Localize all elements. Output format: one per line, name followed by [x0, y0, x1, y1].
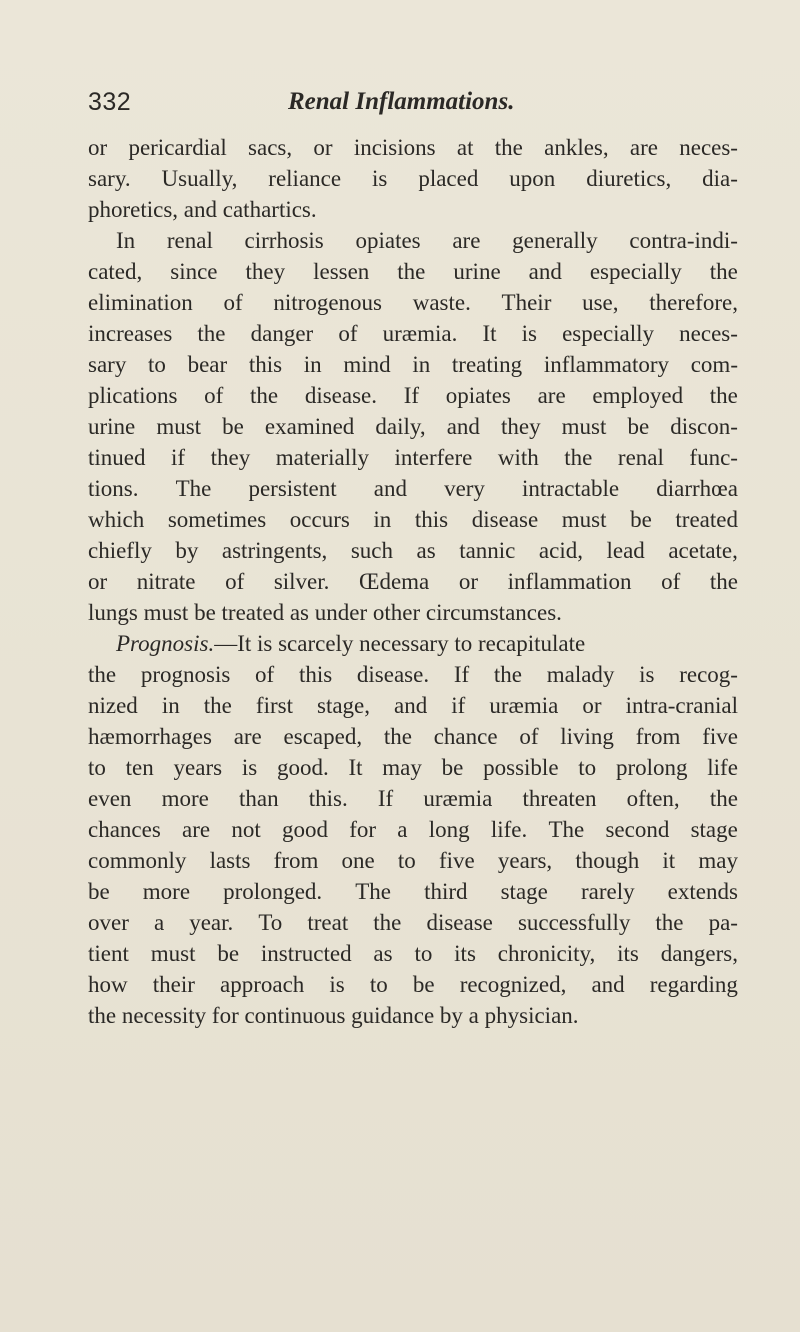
word: they: [245, 259, 286, 284]
word: as: [416, 538, 436, 563]
prognosis-line: [88, 628, 738, 659]
word: the: [564, 445, 593, 470]
word: this: [414, 507, 449, 532]
word: in: [161, 693, 180, 718]
word: be: [222, 414, 244, 439]
word: stage,: [317, 693, 371, 718]
word: five: [438, 848, 475, 873]
text-line: [88, 535, 738, 566]
word: opiates: [355, 228, 421, 253]
word: daily,: [375, 414, 426, 439]
word: disease.: [304, 383, 377, 408]
word: recognized,: [459, 972, 567, 997]
word: even: [88, 786, 132, 811]
running-head: [88, 88, 738, 122]
word: tannic: [459, 538, 516, 563]
word: to: [148, 352, 166, 377]
text-line: [88, 132, 738, 163]
word: escaped,: [283, 724, 363, 749]
word: and: [591, 972, 625, 997]
word: at: [456, 135, 474, 160]
word: rarely: [580, 879, 635, 904]
word: com-: [690, 352, 738, 377]
word: must: [150, 941, 196, 966]
word: treat: [307, 910, 349, 935]
word: this.: [308, 786, 348, 811]
word: or: [458, 569, 479, 594]
text-line: [88, 318, 738, 349]
word: be: [441, 755, 464, 780]
text-line: [88, 721, 738, 752]
word: such: [350, 538, 393, 563]
word: If: [453, 662, 470, 687]
text-line: [88, 845, 738, 876]
word: discon-: [670, 414, 738, 439]
word: Œdema: [359, 569, 430, 594]
word: are: [182, 817, 211, 842]
word: of: [519, 724, 539, 749]
text-line: [88, 380, 738, 411]
word: pa-: [708, 910, 738, 935]
word: pericardial: [128, 135, 227, 160]
word: dia-: [702, 166, 738, 191]
word: long: [428, 817, 470, 842]
word: generally: [512, 228, 598, 253]
word: the: [383, 724, 412, 749]
word: incisions: [353, 135, 436, 160]
word: To: [258, 910, 283, 935]
word: uræmia: [423, 786, 493, 811]
word: ankles,: [544, 135, 609, 160]
word: cated,: [88, 259, 143, 284]
word: to: [369, 972, 388, 997]
word: cirrhosis: [244, 228, 324, 253]
word: five: [702, 724, 738, 749]
word: materially: [275, 445, 369, 470]
text-line: [88, 411, 738, 442]
word: the: [655, 910, 684, 935]
word: nized: [88, 693, 138, 718]
body-text: [88, 132, 738, 1031]
word: be: [88, 879, 110, 904]
word: of: [204, 383, 224, 408]
word: or: [88, 569, 108, 594]
word: especially: [562, 321, 655, 346]
word: this: [248, 352, 283, 377]
word: urine: [88, 414, 136, 439]
word: a: [153, 910, 165, 935]
text-line: lungs must be treated as under other circumstances.: [88, 600, 562, 625]
word: examined: [264, 414, 355, 439]
word: recog-: [679, 662, 738, 687]
word: regarding: [649, 972, 738, 997]
word: elimination: [88, 290, 193, 315]
word: year.: [189, 910, 234, 935]
word: from: [273, 848, 319, 873]
word: to: [88, 755, 106, 780]
word: plications: [88, 383, 178, 408]
text-line: [88, 659, 738, 690]
word: are: [629, 135, 658, 160]
word: be: [630, 507, 652, 532]
word: their: [152, 972, 195, 997]
text-line: the necessity for continuous guidance by a physician.: [88, 1003, 579, 1028]
word: of: [661, 569, 681, 594]
word: astringents,: [221, 538, 328, 563]
text-line: [88, 163, 738, 194]
word: silver.: [273, 569, 330, 594]
word: and: [528, 259, 562, 284]
word: diuretics,: [586, 166, 672, 191]
word: prognosis: [140, 662, 231, 687]
word: life.: [490, 817, 528, 842]
word: lasts: [209, 848, 251, 873]
word: the: [397, 259, 426, 284]
word: a: [397, 817, 408, 842]
word: in: [303, 352, 322, 377]
word: for: [349, 817, 377, 842]
word: stage: [500, 879, 548, 904]
word: The: [175, 476, 212, 501]
text-line: phoretics, and cathartics.: [88, 197, 317, 222]
word: tient: [88, 941, 129, 966]
word: contra-indi-: [629, 228, 738, 253]
word: interfere: [394, 445, 473, 470]
word: inflammation: [507, 569, 632, 594]
text-line: [88, 938, 738, 969]
word: the: [250, 383, 279, 408]
word: be: [627, 414, 650, 439]
word: It: [348, 755, 363, 780]
text-line: [88, 256, 738, 287]
word: uræmia.: [382, 321, 458, 346]
word: sary: [88, 352, 127, 377]
text-line: [88, 876, 738, 907]
word: are: [452, 228, 481, 253]
word: The: [355, 879, 391, 904]
word: Their: [501, 290, 552, 315]
word: or: [582, 693, 602, 718]
word: sacs,: [248, 135, 293, 160]
word: and: [394, 693, 428, 718]
word: commonly: [88, 848, 187, 873]
word: extends: [667, 879, 738, 904]
running-title: Renal Inflammations.: [288, 88, 515, 115]
word: years: [173, 755, 223, 780]
word: ten: [125, 755, 154, 780]
word: over: [88, 910, 129, 935]
word: how: [88, 972, 128, 997]
word: especially: [589, 259, 682, 284]
word: dangers,: [660, 941, 738, 966]
word: the: [493, 662, 522, 687]
word: to: [578, 755, 597, 780]
word: tions.: [88, 476, 139, 501]
word: by: [175, 538, 199, 563]
word: treating: [451, 352, 523, 377]
word: must: [561, 414, 607, 439]
word: It: [482, 321, 497, 346]
word: they: [210, 445, 251, 470]
word: which: [88, 507, 145, 532]
word: second: [605, 817, 670, 842]
word: is: [521, 321, 537, 346]
word: successfully: [517, 910, 631, 935]
word: of: [223, 290, 243, 315]
word: prolong: [615, 755, 688, 780]
word: acetate,: [668, 538, 738, 563]
text-line: [88, 907, 738, 938]
text-line: [88, 969, 738, 1000]
word: is: [372, 166, 388, 191]
word: the: [203, 693, 232, 718]
word: the: [709, 786, 738, 811]
word: opiates: [445, 383, 511, 408]
word: of: [338, 321, 358, 346]
word: threaten: [522, 786, 597, 811]
word: must: [561, 507, 607, 532]
word: chances: [88, 817, 161, 842]
word: lessen: [313, 259, 370, 284]
word: increases: [88, 321, 173, 346]
word: func-: [689, 445, 738, 470]
word: this: [298, 662, 333, 687]
text-line: [88, 814, 738, 845]
word: one: [341, 848, 375, 873]
word: nitrate: [136, 569, 196, 594]
word: the: [494, 135, 523, 160]
text-line: [88, 690, 738, 721]
word: of: [255, 662, 275, 687]
word: malady: [546, 662, 615, 687]
word: the: [373, 910, 402, 935]
word: or: [313, 135, 333, 160]
word: renal: [617, 445, 664, 470]
prognosis-run-in: [116, 628, 585, 659]
word: first: [255, 693, 293, 718]
word: than: [238, 786, 279, 811]
word: its: [454, 941, 476, 966]
word: good: [281, 817, 328, 842]
page-number: 332: [88, 88, 132, 116]
word: chronicity,: [497, 941, 596, 966]
word: tinued: [88, 445, 146, 470]
word: be: [217, 941, 240, 966]
word: use,: [582, 290, 619, 315]
word: very: [444, 476, 485, 501]
word: in: [373, 507, 392, 532]
prognosis-line-text: —It is scarcely necessary to recapitulate: [214, 631, 586, 656]
word: If: [403, 383, 420, 408]
word: mind: [343, 352, 391, 377]
word: and: [373, 476, 407, 501]
word: danger: [250, 321, 314, 346]
word: though: [575, 848, 640, 873]
word: persistent: [248, 476, 337, 501]
word: good.: [276, 755, 329, 780]
text-line: [88, 783, 738, 814]
section-heading-prognosis: Prognosis.: [116, 631, 215, 656]
text-line: [88, 349, 738, 380]
word: diarrhœa: [656, 476, 738, 501]
word: nitrogenous: [273, 290, 382, 315]
word: In: [116, 228, 136, 253]
word: and: [446, 414, 480, 439]
word: acid,: [538, 538, 583, 563]
word: may: [698, 848, 738, 873]
word: years,: [497, 848, 553, 873]
word: possible: [483, 755, 559, 780]
word: upon: [509, 166, 556, 191]
word: renal: [166, 228, 213, 253]
word: urine: [453, 259, 501, 284]
word: occurs: [289, 507, 350, 532]
word: of: [225, 569, 245, 594]
word: are: [233, 724, 262, 749]
word: instructed: [260, 941, 352, 966]
word: treated: [675, 507, 738, 532]
word: approach: [220, 972, 305, 997]
word: disease: [426, 910, 493, 935]
word: therefore,: [649, 290, 738, 315]
word: inflammatory: [543, 352, 670, 377]
word: uræmia: [489, 693, 559, 718]
text-line: [88, 504, 738, 535]
word: in: [412, 352, 431, 377]
text-line: [88, 225, 738, 256]
word: to: [397, 848, 416, 873]
text-line: [88, 752, 738, 783]
text-line: [88, 442, 738, 473]
word: to: [414, 941, 433, 966]
word: as: [373, 941, 393, 966]
word: are: [537, 383, 566, 408]
word: the: [709, 569, 738, 594]
word: chiefly: [88, 538, 152, 563]
word: If: [377, 786, 394, 811]
word: prolonged.: [223, 879, 323, 904]
word: if: [451, 693, 466, 718]
word: placed: [418, 166, 479, 191]
word: hæmorrhages: [88, 724, 212, 749]
word: The: [548, 817, 585, 842]
word: disease: [471, 507, 539, 532]
word: since: [170, 259, 218, 284]
word: is: [329, 972, 345, 997]
word: may: [382, 755, 422, 780]
word: the: [197, 321, 226, 346]
word: disease.: [356, 662, 430, 687]
word: the: [709, 259, 738, 284]
word: life: [707, 755, 738, 780]
word: the: [709, 383, 738, 408]
word: not: [231, 817, 261, 842]
word: is: [639, 662, 655, 687]
word: more: [142, 879, 191, 904]
word: they: [500, 414, 541, 439]
word: neces-: [679, 135, 738, 160]
word: or: [88, 135, 108, 160]
word: often,: [626, 786, 680, 811]
text-line: [88, 287, 738, 318]
word: the: [88, 662, 117, 687]
text-line: [88, 473, 738, 504]
word: living: [560, 724, 614, 749]
word: reliance: [268, 166, 342, 191]
text-line: [88, 566, 738, 597]
word: from: [635, 724, 681, 749]
word: bear: [187, 352, 228, 377]
word: if: [171, 445, 186, 470]
word: employed: [592, 383, 684, 408]
word: be: [412, 972, 435, 997]
word: Usually,: [161, 166, 238, 191]
word: chance: [433, 724, 498, 749]
word: sary.: [88, 166, 131, 191]
word: stage: [690, 817, 738, 842]
word: waste.: [412, 290, 471, 315]
word: intractable: [522, 476, 620, 501]
word: sometimes: [167, 507, 267, 532]
word: its: [617, 941, 639, 966]
word: intra-cranial: [625, 693, 738, 718]
word: is: [241, 755, 258, 780]
word: it: [662, 848, 676, 873]
word: third: [424, 879, 468, 904]
word: with: [497, 445, 539, 470]
word: must: [156, 414, 202, 439]
word: lead: [606, 538, 645, 563]
word: more: [161, 786, 209, 811]
word: neces-: [679, 321, 738, 346]
